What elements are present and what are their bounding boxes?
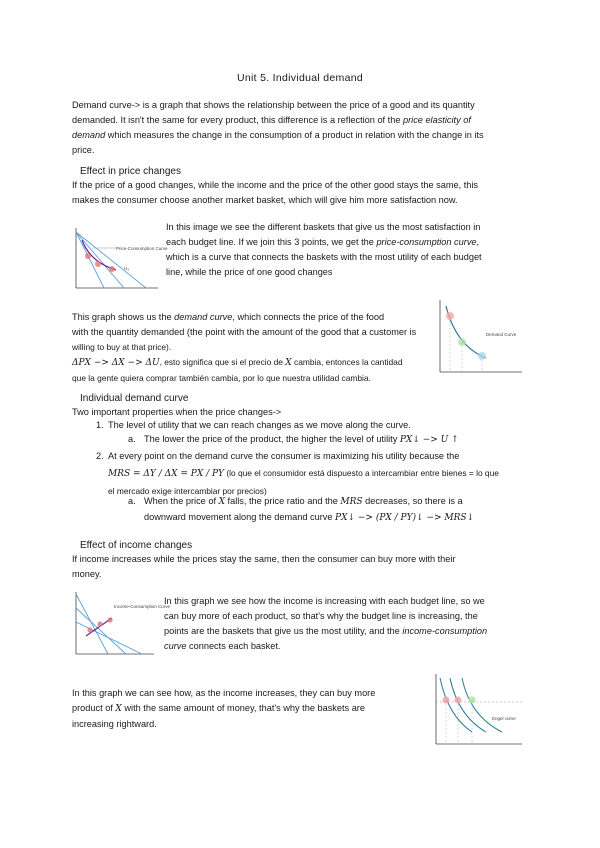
individual-demand-heading: Individual demand curve [80,393,189,404]
list-item-1: The level of utility that we can reach changes as we move along the curve. [108,420,411,430]
intro-line-1: Demand curve-> is a graph that shows the relationship between the price of a good and its quantity [72,100,475,110]
price-changes-paragraph: If the price of a good changes, while the income and the price of the other good stays the same, this makes the consumer choose another market basket, which will give him more satisfaction now. [72,180,479,205]
list-item-1a-number: a. [128,434,136,444]
intro-line-3: demand which measures the change in the consumption of a product in relation with the change in its [72,130,484,140]
list-item-1-number: 1. [96,420,104,430]
price-consumption-figure [72,226,168,290]
demand-curve-figure [436,298,524,374]
intro-line-4: price. [72,145,95,155]
list-item-1a: The lower the price of the product, the higher the level of utility PX↓ −> U ↑ [144,434,459,445]
income-changes-heading: Effect of income changes [80,540,193,551]
intro-paragraph [72,98,532,158]
income-rightward-paragraph: In this graph we can see how, as the income increases, they can buy more product of X with the same amount of money, that's why the baskets are increasing rightward. [72,688,376,729]
fig4-label: Engel curve [492,716,516,721]
fig1-caption: In this image we see the different baskets that give us the most satisfaction in each budget line. If we join this 3 points, we get the price-consumption curve, which is a curve that connects the baskets with the most utility of each budget line, while the price of one good changes [166,222,482,277]
fig1-label: Price-Consumption Curve [116,246,168,251]
list-item-2-number: 2. [96,451,104,461]
page-title: Unit 5. Individual demand [237,72,363,84]
fig2-label: Demand Curve [486,332,517,337]
fig3-label: Income-Consumption Curve [114,604,171,609]
list-item-2a-number: a. [128,496,136,506]
list-item-2: At every point on the demand curve the consumer is maximizing his utility because the MRS = ΔY / ΔX = PX / PY (lo que el consumidor está dispuesto a intercambiar entre bienes = lo que el mercado exige intercambiar por precios) [108,451,499,496]
income-changes-paragraph: If income increases while the prices stay the same, then the consumer can buy more with their money. [72,554,456,579]
intro-line-2: demanded. It isn't the same for every product, this difference is a reflection of the price elasticity of [72,115,471,125]
price-changes-heading: Effect in price changes [80,166,181,177]
svg-text:U₃: U₃ [124,266,130,271]
engel-figure [432,672,524,746]
individual-demand-intro: Two important properties when the price changes-> [72,407,282,417]
income-consumption-figure [72,590,171,656]
fig3-caption: In this graph we see how the income is increasing with each budget line, so we can buy more of each product, so that's why the budget line is increasing, the points are the baskets that give us the most utility, and the income-consumption curve connects each basket. [164,596,488,651]
demand-curve-paragraph: This graph shows us the demand curve, which connects the price of the food with the quantity demanded (the point with the amount of the good that a customer is willing to buy at that price). ΔPX −> ΔX −> ΔU, esto significa que si el precio de X cambia, entonces la cantidad que la gente quiera comprar también cambia, por lo que nuestra utilidad cambia. [72,312,417,383]
list-item-2a: When the price of X falls, the price ratio and the MRS decreases, so there is a downward movement along the demand curve PX↓ −> (PX / PY)↓ −> MRS↓ [144,496,475,523]
